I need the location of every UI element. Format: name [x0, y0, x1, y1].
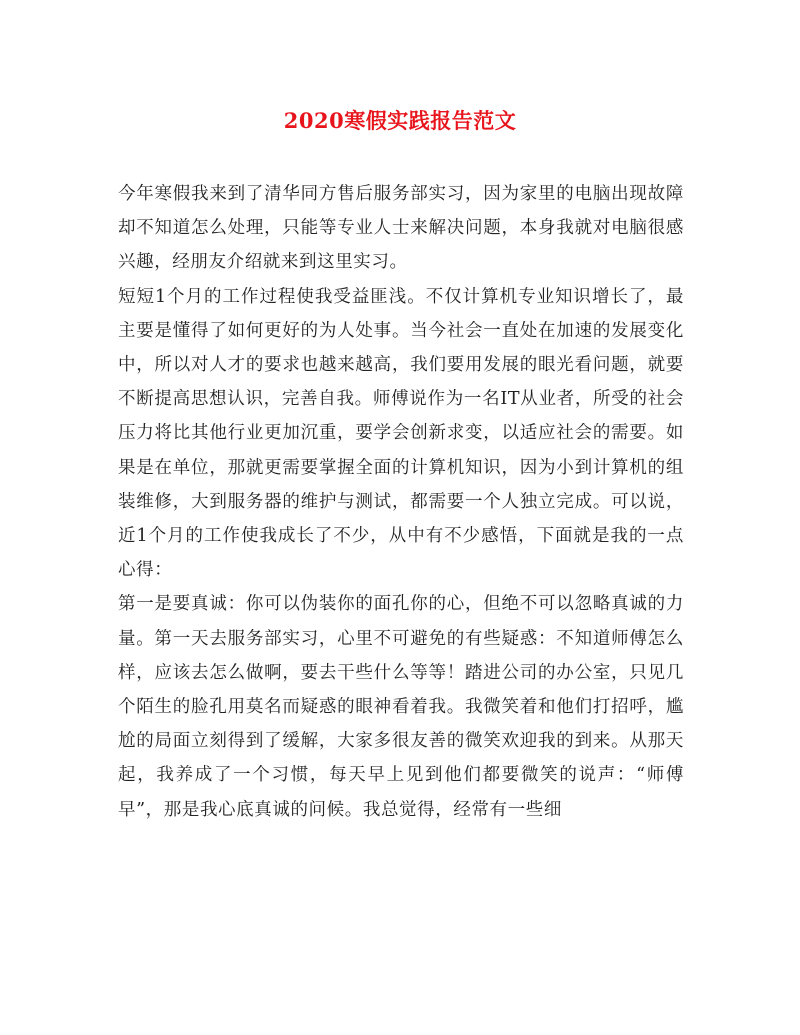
- paragraph-experience: 短短1个月的工作过程使我受益匪浅。不仅计算机专业知识增长了，最主要是懂得了如何更好的为人处事。当今社会一直处在加速的发展变化中，所以对人才的要求也越来越高，我们要用发展的眼光看问题，就要不断提高思想认识，完善自我。师傅说作为一名IT从业者，所受的社会压力将比其他行业更加沉重，要学会创新求变，以适应社会的需要。如果是在单位，那就更需要掌握全面的计算机知识，因为小到计算机的组装维修，大到服务器的维护与测试，都需要一个人独立完成。可以说，近1个月的工作使我成长了不少，从中有不少感悟，下面就是我的一点心得：: [118, 286, 684, 581]
- document-title: 2020寒假实践报告范文: [283, 108, 517, 133]
- document-body: [118, 177, 684, 827]
- paragraph-sincerity: 第一是要真诚：你可以伪装你的面孔你的心，但绝不可以忽略真诚的力量。第一天去服务部实习，心里不可避免的有些疑惑：不知道师傅怎么样，应该去怎么做啊，要去干些什么等等！踏进公司的办公室，只见几个陌生的脸孔用莫名而疑惑的眼神看着我。我微笑着和他们打招呼，尴尬的局面立刻得到了缓解，大家多很友善的微笑欢迎我的到来。从那天起，我养成了一个习惯，每天早上见到他们都要微笑的说声：“师傅早”，那是我心底真诚的问候。我总觉得，经常有一些细: [118, 594, 684, 820]
- paragraph-intro: 今年寒假我来到了清华同方售后服务部实习，因为家里的电脑出现故障却不知道怎么处理，只能等专业人士来解决问题，本身我就对电脑很感兴趣，经朋友介绍就来到这里实习。: [118, 184, 684, 273]
